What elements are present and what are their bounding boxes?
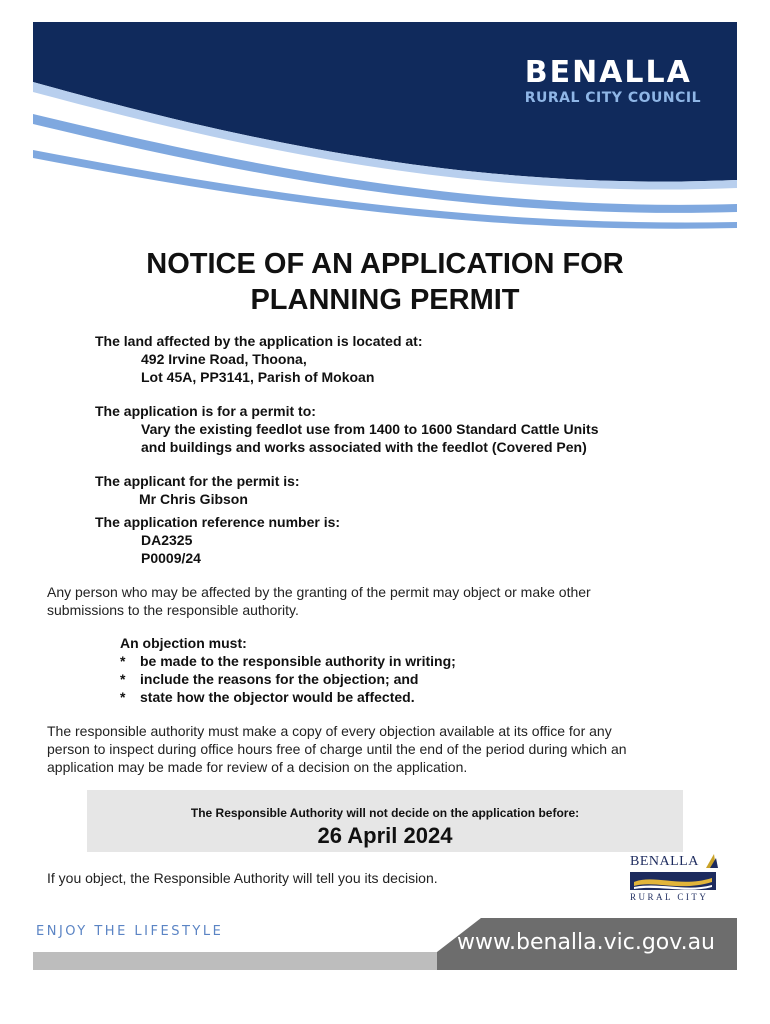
inspection-paragraph	[47, 722, 737, 776]
reference-label: The application reference number is:	[95, 514, 341, 530]
reference-section	[95, 513, 340, 567]
objection-item	[120, 670, 456, 688]
brand-subtitle: RURAL CITY COUNCIL	[524, 90, 701, 106]
objection-item-text: include the reasons for the objection; and	[140, 671, 419, 687]
submission-line-2: submissions to the responsible authority.	[47, 602, 299, 618]
title-line-2: PLANNING PERMIT	[250, 284, 520, 316]
deadline-label: The Responsible Authority will not decide on the application before:	[190, 806, 580, 820]
brand-name: BENALLA	[524, 55, 692, 90]
logo-name: BENALLA	[630, 854, 699, 869]
header-banner	[33, 22, 737, 234]
applicant-label: The applicant for the permit is:	[95, 473, 300, 489]
objection-heading: An objection must:	[120, 635, 247, 651]
submission-line-1: Any person who may be affected by the granting of the permit may object or make other	[47, 584, 591, 600]
submission-paragraph	[47, 583, 737, 619]
bullet-star: *	[120, 653, 126, 669]
purpose-label: The application is for a permit to:	[95, 403, 316, 419]
purpose-section	[95, 402, 598, 456]
bullet-star: *	[120, 689, 126, 705]
objection-item	[120, 688, 456, 706]
inspection-line-2: person to inspect during office hours free of charge until the end of the period during which an	[47, 741, 627, 757]
reference-number-1: DA2325	[141, 532, 193, 548]
benalla-logo	[630, 852, 720, 906]
objection-item-text: be made to the responsible authority in writing;	[140, 653, 456, 669]
closing-text: If you object, the Responsible Authority will tell you its decision.	[47, 870, 438, 886]
objection-requirements	[120, 634, 456, 706]
footer-tagline: ENJOY THE LIFESTYLE	[36, 924, 224, 939]
land-address-line-1: 492 Irvine Road, Thoona,	[141, 351, 307, 367]
title-line-1: NOTICE OF AN APPLICATION FOR	[146, 248, 624, 280]
deadline-box	[87, 790, 683, 852]
reference-number-2: P0009/24	[141, 550, 201, 566]
land-address-line-2: Lot 45A, PP3141, Parish of Mokoan	[141, 369, 375, 385]
logo-subtitle: RURAL CITY	[630, 892, 709, 902]
applicant-name: Mr Chris Gibson	[139, 491, 248, 507]
land-section	[95, 332, 423, 386]
website-link[interactable]: www.benalla.vic.gov.au	[457, 930, 715, 955]
bullet-star: *	[120, 671, 126, 687]
footer-bar	[33, 918, 737, 970]
inspection-line-1: The responsible authority must make a copy of every objection available at its office for any	[47, 723, 612, 739]
land-label: The land affected by the application is located at:	[95, 333, 423, 349]
objection-item-text: state how the objector would be affected.	[140, 689, 415, 705]
council-brand	[524, 55, 701, 106]
deadline-date: 26 April 2024	[317, 823, 453, 848]
inspection-line-3: application may be made for review of a decision on the application.	[47, 759, 468, 775]
page-title	[0, 246, 770, 318]
purpose-line-1: Vary the existing feedlot use from 1400 to 1600 Standard Cattle Units	[141, 421, 599, 437]
applicant-section	[95, 472, 300, 508]
purpose-line-2: and buildings and works associated with the feedlot (Covered Pen)	[141, 439, 587, 455]
header-wave-graphic	[33, 22, 737, 234]
objection-item	[120, 652, 456, 670]
